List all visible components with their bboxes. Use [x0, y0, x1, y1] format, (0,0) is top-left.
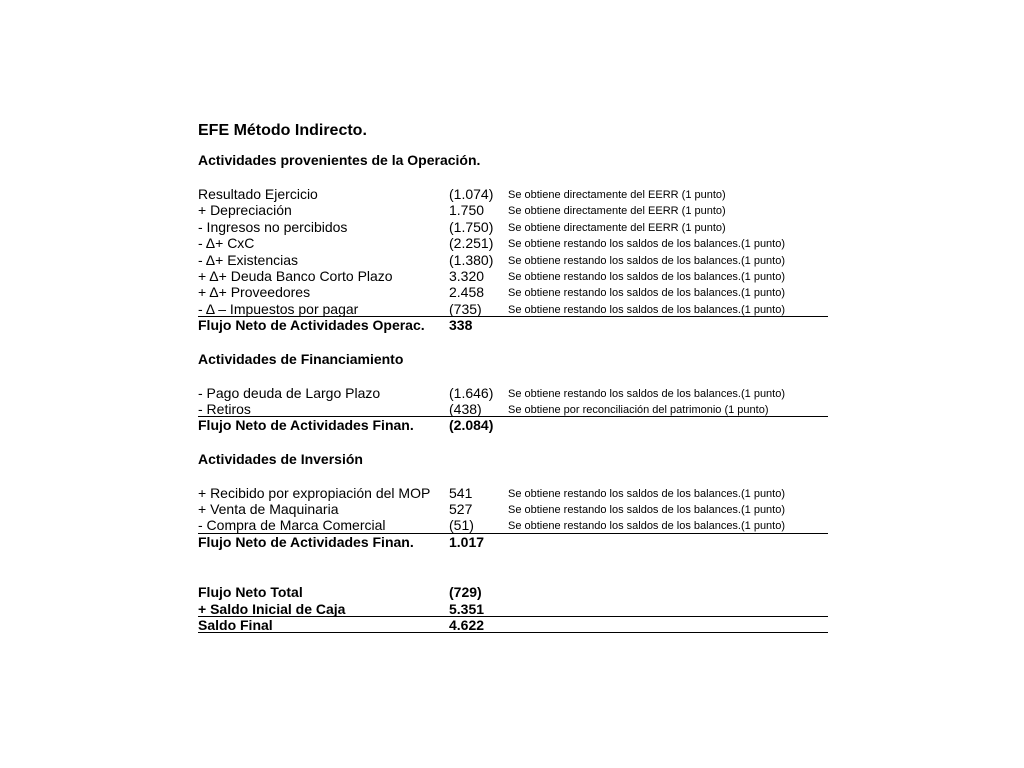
row-value: (1.074): [449, 186, 494, 202]
total-value: 1.017: [449, 533, 485, 550]
row-label: + Δ+ Deuda Banco Corto Plazo: [198, 267, 393, 284]
net-total-value: (729): [449, 584, 482, 601]
row-label: - Pago deuda de Largo Plazo: [198, 384, 381, 401]
row-note: Se obtiene directamente del EERR (1 punto): [508, 221, 726, 234]
final-balance-value: 4.622: [449, 617, 485, 634]
row-note: Se obtiene restando los saldos de los balances.(1 punto): [508, 270, 786, 283]
final-balance-row: [198, 617, 828, 633]
row-label: - Compra de Marca Comercial: [198, 517, 386, 534]
row-note: Se obtiene restando los saldos de los balances.(1 punto): [508, 287, 786, 300]
initial-cash-label: + Saldo Inicial de Caja: [198, 600, 346, 617]
table-row: [198, 501, 828, 517]
row-note: Se obtiene directamente del EERR (1 punto): [508, 205, 726, 218]
financing-heading: Actividades de Financiamiento: [198, 350, 404, 367]
operation-total-row: [198, 317, 828, 333]
row-value: 3.320: [449, 267, 485, 284]
investment-rows: [198, 485, 828, 551]
row-value: (1.380): [449, 251, 494, 268]
table-row: [198, 235, 828, 251]
total-label: Flujo Neto de Actividades Finan.: [198, 533, 414, 550]
table-row: [198, 485, 828, 501]
table-row: [198, 219, 828, 235]
final-balance-label: Saldo Final: [198, 617, 273, 634]
table-row: [198, 385, 828, 401]
document: [198, 120, 828, 633]
table-row: [198, 517, 828, 533]
investment-heading: Actividades de Inversión: [198, 450, 363, 467]
row-label: - Δ – Impuestos por pagar: [198, 300, 359, 317]
operation-heading: Actividades provenientes de la Operación.: [198, 152, 481, 168]
total-value: (2.084): [449, 417, 494, 434]
row-note: Se obtiene restando los saldos de los balances.(1 punto): [508, 487, 786, 500]
row-value: 541: [449, 484, 473, 501]
total-label: Flujo Neto de Actividades Finan.: [198, 417, 414, 434]
row-note: Se obtiene restando los saldos de los balances.(1 punto): [508, 254, 786, 267]
row-value: (1.750): [449, 218, 494, 235]
row-label: + Depreciación: [198, 202, 292, 219]
table-row: [198, 301, 828, 317]
row-value: (51): [449, 517, 474, 534]
table-row: [198, 284, 828, 300]
row-value: (1.646): [449, 384, 494, 401]
row-note: Se obtiene restando los saldos de los balances.(1 punto): [508, 238, 786, 251]
row-note: Se obtiene restando los saldos de los balances.(1 punto): [508, 387, 786, 400]
operation-rows: [198, 186, 828, 334]
table-row: [198, 186, 828, 202]
document-title: EFE Método Indirecto.: [198, 122, 367, 139]
table-row: [198, 401, 828, 417]
financing-total-row: [198, 417, 828, 433]
table-row: [198, 252, 828, 268]
row-value: 527: [449, 501, 473, 518]
net-total-label: Flujo Neto Total: [198, 584, 303, 601]
row-note: Se obtiene restando los saldos de los balances.(1 punto): [508, 504, 786, 517]
row-label: - Δ+ Existencias: [198, 251, 299, 268]
row-note: Se obtiene directamente del EERR (1 punto): [508, 189, 726, 201]
total-value: 338: [449, 317, 473, 334]
net-total-row: [198, 584, 828, 600]
row-label: + Δ+ Proveedores: [198, 284, 311, 301]
row-note: Se obtiene restando los saldos de los balances.(1 punto): [508, 303, 786, 316]
initial-cash-value: 5.351: [449, 600, 485, 617]
row-label: + Recibido por expropiación del MOP: [198, 484, 431, 501]
table-row: [198, 202, 828, 218]
row-label: - Δ+ CxC: [198, 235, 255, 252]
table-row: [198, 268, 828, 284]
financing-rows: [198, 385, 828, 434]
investment-total-row: [198, 534, 828, 550]
row-label: - Ingresos no percibidos: [198, 218, 348, 235]
row-label: - Retiros: [198, 400, 251, 417]
row-value: (735): [449, 300, 482, 317]
row-value: (2.251): [449, 235, 494, 252]
summary: [198, 584, 828, 633]
row-note: Se obtiene por reconciliación del patrimonio (1 punto): [508, 403, 769, 416]
row-value: 1.750: [449, 202, 485, 219]
row-note: Se obtiene restando los saldos de los balances.(1 punto): [508, 520, 786, 533]
total-label: Flujo Neto de Actividades Operac.: [198, 317, 425, 334]
initial-cash-row: [198, 601, 828, 617]
row-value: (438): [449, 400, 482, 417]
row-label: Resultado Ejercicio: [198, 186, 318, 202]
row-label: + Venta de Maquinaria: [198, 501, 339, 518]
row-value: 2.458: [449, 284, 485, 301]
